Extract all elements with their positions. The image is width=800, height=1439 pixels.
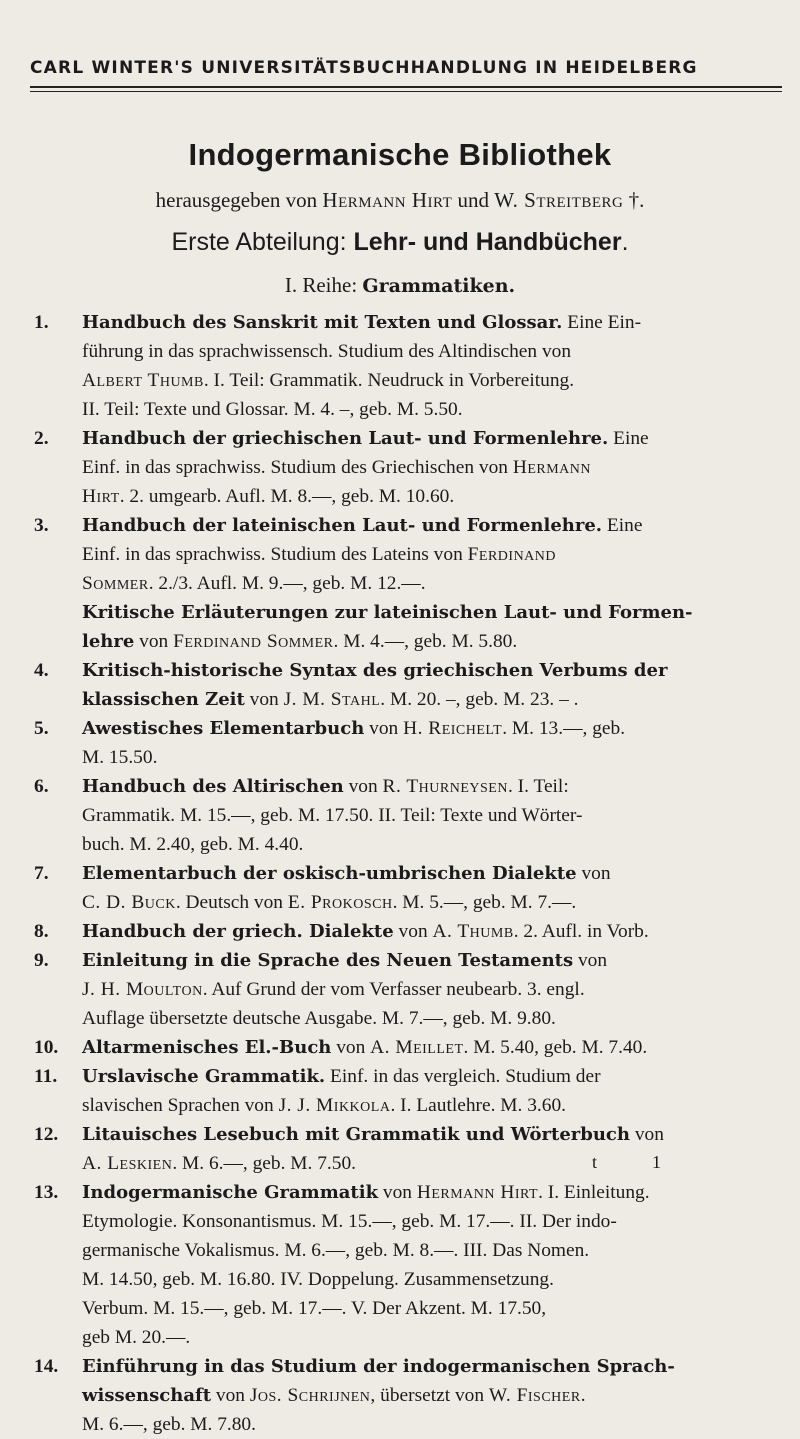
header-rule-thin (30, 91, 782, 92)
division-heading (0, 228, 800, 257)
entry-text: führung in das sprachwissensch. Studium des Altindischen von (82, 341, 572, 362)
entry-author: J. J. Mikkola (278, 1095, 391, 1116)
entry-author: Hermann (512, 457, 592, 478)
entry-text: von (343, 776, 383, 797)
entry-number: 13. (34, 1182, 59, 1203)
list-item (34, 946, 774, 1033)
entry-title: Einführung in das Studium der indogermanischen Sprach- (82, 1356, 675, 1377)
entry-text: . M. 5.40, geb. M. 7.40. (463, 1037, 648, 1058)
entry-text: Etymologie. Konsonantismus. M. 15.—, geb. M. 17.—. II. Der indo- (82, 1211, 617, 1232)
entry-author: E. Prokosch (287, 892, 393, 913)
editors-and: und (452, 188, 495, 212)
editors-suffix: †. (623, 188, 645, 212)
list-item (34, 859, 774, 917)
division-label: Erste Abteilung: (171, 228, 354, 256)
entry-text: von (211, 1385, 250, 1406)
entry-title: Handbuch der griech. Dialekte (82, 921, 394, 942)
entry-text: , übersetzt von (370, 1385, 489, 1406)
list-item (34, 1178, 774, 1352)
division-end: . (621, 228, 629, 256)
entry-text: . I. Einleitung. (538, 1182, 650, 1203)
entry-title: Urslavische Grammatik. (82, 1066, 326, 1087)
entry-author: H. Reichelt (403, 718, 503, 739)
list-item (34, 424, 774, 511)
entry-text: . 2. Aufl. in Vorb. (513, 921, 649, 942)
entry-title: Handbuch des Sanskrit mit Texten und Glossar. (82, 312, 563, 333)
entry-text: von (393, 921, 433, 942)
entry-number: 12. (34, 1124, 59, 1145)
list-item (34, 714, 774, 772)
entry-author: A. Leskien (82, 1153, 173, 1174)
entry-title: Kritisch-historische Syntax des griechischen Verbums der (82, 660, 668, 681)
entry-title-cont: klassischen Zeit (82, 689, 245, 710)
entry-number: 3. (34, 515, 49, 536)
entry-title: Awestisches Elementarbuch (82, 718, 365, 739)
list-item (34, 308, 774, 424)
entry-list (34, 308, 774, 1439)
editor-hirt: Hermann Hirt (322, 188, 453, 212)
entry-author: A. Meillet (370, 1037, 464, 1058)
series-label: I. Reihe: (284, 273, 363, 297)
entry-text: M. 14.50, geb. M. 16.80. IV. Doppelung. Zusammensetzung. (82, 1269, 554, 1290)
entry-author: Ferdinand Sommer (173, 631, 334, 652)
entry-subtitle: Kritische Erläuterungen zur lateinischen Laut- und Formen- (82, 602, 693, 623)
editors-line (0, 188, 800, 213)
entry-author: Ferdinand (467, 544, 557, 565)
entry-text: . M. 20. –, geb. M. 23. – . (380, 689, 579, 710)
entry-number: 14. (34, 1356, 59, 1377)
entry-text: M. 15.50. (82, 747, 158, 768)
list-item (34, 656, 774, 714)
entry-title: Handbuch des Altirischen (82, 776, 344, 797)
entry-text: . I. Teil: Grammatik. Neudruck in Vorbereitung. (203, 370, 575, 391)
entry-title: Einleitung in die Sprache des Neuen Testaments (82, 950, 574, 971)
list-item (34, 1033, 774, 1062)
entry-number: 1. (34, 312, 49, 333)
entry-author: Hirt (82, 486, 120, 507)
entry-text: slavischen Sprachen von (82, 1095, 279, 1116)
entry-text: . M. 5.—, geb. M. 7.—. (392, 892, 577, 913)
signature-number: 1 (652, 1152, 661, 1172)
page-title: Indogermanische Bibliothek (188, 137, 612, 172)
entry-number: 7. (34, 863, 49, 884)
entry-text: von (331, 1037, 371, 1058)
entry-text: von (378, 1182, 417, 1203)
entry-title: Handbuch der griechischen Laut- und Formenlehre. (82, 428, 609, 449)
entry-subtitle: lehre (82, 631, 135, 652)
entry-text: von (573, 950, 608, 971)
entry-number: 5. (34, 718, 49, 739)
entry-author: J. M. Stahl (283, 689, 381, 710)
entry-text: Eine (608, 428, 649, 449)
header-rule (30, 86, 782, 88)
entry-text: Auflage übersetzte deutsche Ausgabe. M. 7.—, geb. M. 9.80. (82, 1008, 556, 1029)
list-item (34, 772, 774, 859)
entry-author: A. Thumb (432, 921, 514, 942)
entry-text: von (244, 689, 284, 710)
entry-author: Jos. Schrijnen (249, 1385, 371, 1406)
entry-author: Albert Thumb (82, 370, 204, 391)
entry-text: Einf. in das vergleich. Studium der (325, 1066, 601, 1087)
entry-text: . 2. umgearb. Aufl. M. 8.—, geb. M. 10.60. (119, 486, 455, 507)
publisher-header: CARL WINTER'S UNIVERSITÄTSBUCHHANDLUNG IN HEIDELBERG (30, 58, 698, 78)
entry-title: Handbuch der lateinischen Laut- und Formenlehre. (82, 515, 603, 536)
entry-number: 11. (34, 1066, 58, 1087)
entry-author: R. Thurneysen (382, 776, 508, 797)
entry-author: J. H. Moulton (82, 979, 203, 1000)
entry-number: 8. (34, 921, 49, 942)
entry-text: . Deutsch von (175, 892, 288, 913)
entry-text: geb M. 20.—. (82, 1327, 191, 1348)
editors-prefix: herausgegeben von (155, 188, 323, 212)
series-heading (0, 273, 800, 298)
entry-title: Indogermanische Grammatik (82, 1182, 379, 1203)
entry-text: Einf. in das sprachwiss. Studium des Lateins von (82, 544, 468, 565)
entry-title: Altarmenisches El.-Buch (82, 1037, 332, 1058)
series-name: Grammatiken. (362, 275, 516, 297)
entry-text: Einf. in das sprachwiss. Studium des Griechischen von (82, 457, 513, 478)
division-name: Lehr- und Handbücher (353, 228, 622, 256)
entry-text: II. Teil: Texte und Glossar. M. 4. –, geb. M. 5.50. (82, 399, 463, 420)
entry-text: . I. Lautlehre. M. 3.60. (390, 1095, 567, 1116)
entry-text: Eine (602, 515, 643, 536)
entry-text: germanische Vokalismus. M. 6.—, geb. M. 8.—. III. Das Nomen. (82, 1240, 590, 1261)
entry-text: von (629, 1124, 664, 1145)
entry-author: Sommer (82, 573, 149, 594)
entry-text: buch. M. 2.40, geb. M. 4.40. (82, 834, 304, 855)
entry-text: von (364, 718, 404, 739)
entry-author: W. Fischer (488, 1385, 581, 1406)
entry-text: . M. 4.—, geb. M. 5.80. (333, 631, 518, 652)
list-item (34, 511, 774, 656)
entry-text: . I. Teil: (507, 776, 569, 797)
entry-title: Elementarbuch der oskisch-umbrischen Dialekte (82, 863, 577, 884)
entry-number: 2. (34, 428, 49, 449)
entry-text: von (134, 631, 174, 652)
entry-number: 9. (34, 950, 49, 971)
entry-text: M. 6.—, geb. M. 7.80. (82, 1414, 256, 1435)
entry-text: . Auf Grund der vom Verfasser neubearb. 3. engl. (202, 979, 585, 1000)
entry-text: . (580, 1385, 586, 1406)
signature-mark: t (592, 1152, 598, 1172)
editor-streitberg: W. Streitberg (494, 188, 624, 212)
list-item (34, 1062, 774, 1120)
entry-text: . 2./3. Aufl. M. 9.—, geb. M. 12.—. (148, 573, 426, 594)
entry-text: . M. 6.—, geb. M. 7.50. (172, 1153, 356, 1174)
entry-number: 4. (34, 660, 49, 681)
list-item (34, 1352, 774, 1439)
entry-text: . M. 13.—, geb. (502, 718, 626, 739)
entry-number: 6. (34, 776, 49, 797)
list-item (34, 917, 774, 946)
entry-text: Verbum. M. 15.—, geb. M. 17.—. V. Der Akzent. M. 17.50, (82, 1298, 547, 1319)
entry-number: 10. (34, 1037, 59, 1058)
entry-text: von (576, 863, 611, 884)
entry-title: Litauisches Lesebuch mit Grammatik und Wörterbuch (82, 1124, 630, 1145)
entry-author: C. D. Buck (82, 892, 176, 913)
entry-author: Hermann Hirt (416, 1182, 539, 1203)
entry-title-cont: wissenschaft (82, 1385, 212, 1406)
list-item (34, 1120, 774, 1178)
entry-text: Grammatik. M. 15.—, geb. M. 17.50. II. Teil: Texte und Wörter- (82, 805, 583, 826)
entry-text: Eine Ein- (562, 312, 642, 333)
